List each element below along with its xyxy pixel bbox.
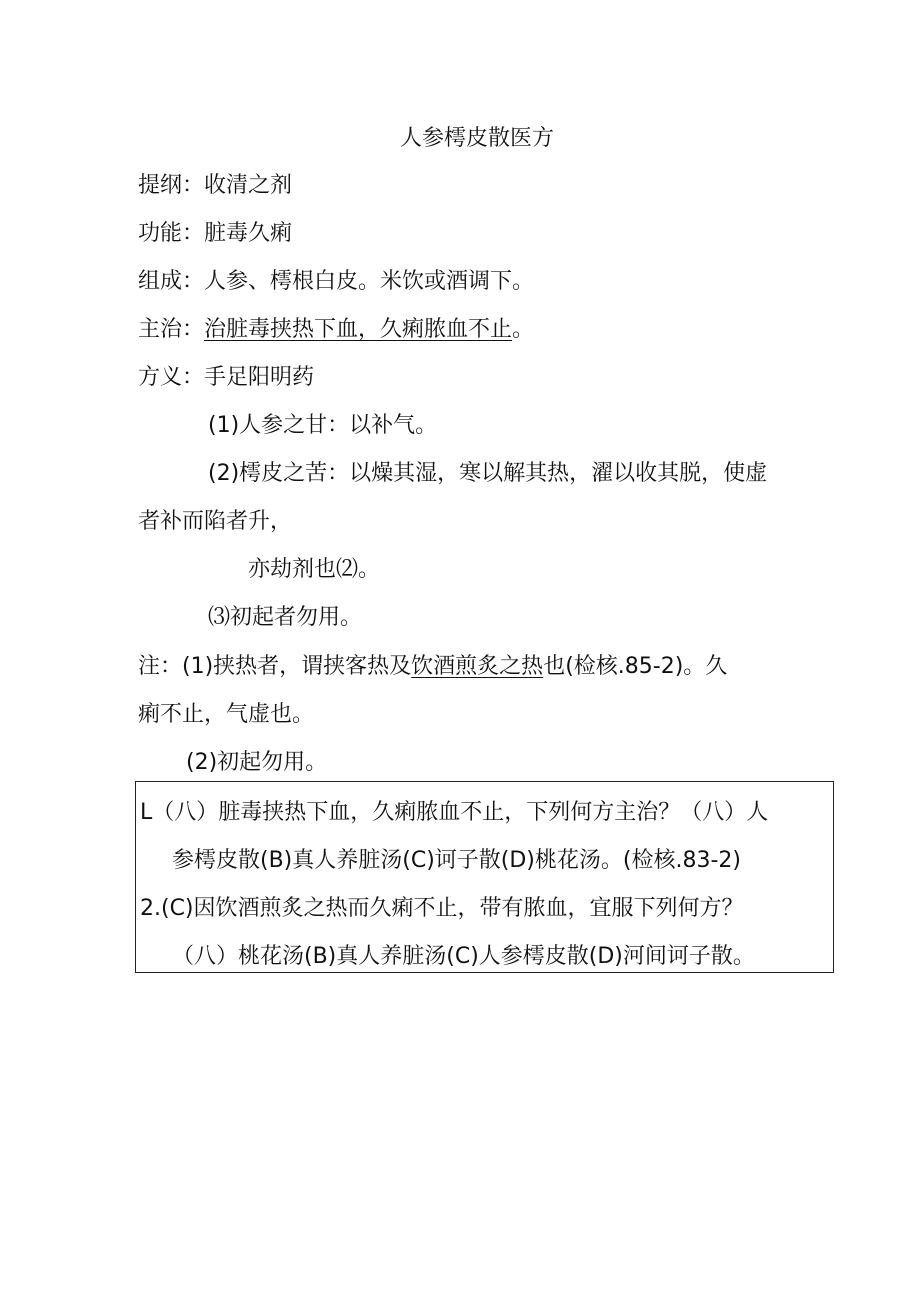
meaning-item-2: (2)樗皮之苦：以燥其湿，寒以解其热，濯以收其脱，使虚 xyxy=(208,461,768,486)
outline-label: 提纲： xyxy=(138,173,205,198)
meaning-value: 手足阳明药 xyxy=(204,365,315,390)
composition-label: 组成： xyxy=(138,269,205,294)
composition-row xyxy=(138,267,534,297)
note-2: (2)初起勿用。 xyxy=(186,750,328,775)
meaning-row xyxy=(138,363,314,393)
page-title: 人参樗皮散医方 xyxy=(400,126,555,151)
note-1-suffix: 也(检核.85-2)。久 xyxy=(543,654,728,679)
note-1-prefix: 注：(1)挟热者，谓挟客热及 xyxy=(138,654,412,679)
indication-underlined-text: 治脏毒挟热下血，久痢脓血不止 xyxy=(204,317,513,342)
composition-value: 人参、樗根白皮。米饮或酒调下。 xyxy=(204,269,535,294)
note-1-underlined-text: 饮酒煎炙之热 xyxy=(411,654,544,679)
outline-row xyxy=(138,171,292,201)
meaning-item-2-continued: 者补而陷者升， xyxy=(138,509,293,534)
meaning-item-2-tail: 亦劫剂也⑵。 xyxy=(248,557,381,582)
quiz-question-2-options: （八）桃花汤(B)真人养脏汤(C)人参樗皮散(D)河间诃子散。 xyxy=(172,944,755,969)
indication-label: 主治： xyxy=(138,317,205,342)
quiz-question-1-options: 参樗皮散(B)真人养脏汤(C)诃子散(D)桃花汤。(检核.83-2) xyxy=(172,848,741,873)
note-1-continued: 痢不止，气虚也。 xyxy=(138,702,315,727)
meaning-label: 方义： xyxy=(138,365,205,390)
meaning-item-3: ⑶初起者勿用。 xyxy=(208,605,363,630)
quiz-question-1: L（八）脏毒挟热下血，久痢脓血不止，下列何方主治？（八）人 xyxy=(140,800,769,825)
function-value: 脏毒久痢 xyxy=(204,221,293,246)
indication-tail: 。 xyxy=(512,317,535,342)
quiz-question-2: 2.(C)因饮酒煎炙之热而久痢不止，带有脓血，宜服下列何方？ xyxy=(140,896,744,921)
outline-value: 收清之剂 xyxy=(204,173,293,198)
note-1 xyxy=(138,652,727,682)
function-row xyxy=(138,219,292,249)
indication-row xyxy=(138,315,534,345)
function-label: 功能： xyxy=(138,221,205,246)
meaning-item-1: (1)人参之甘：以补气。 xyxy=(208,413,438,438)
